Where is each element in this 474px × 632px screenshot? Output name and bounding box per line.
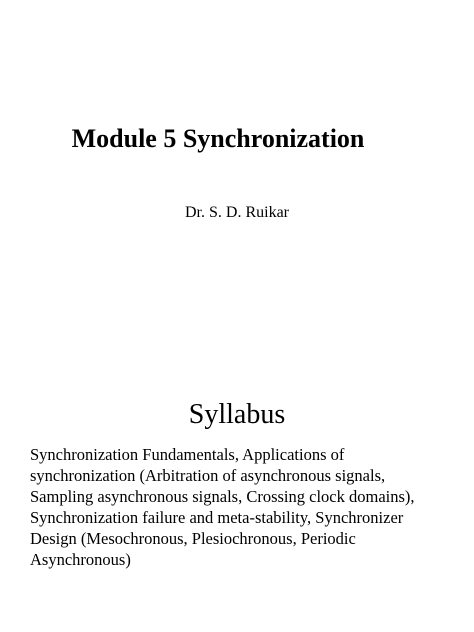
- syllabus-line: Asynchronous): [30, 550, 131, 569]
- syllabus-heading: Syllabus: [188, 399, 286, 430]
- module-title: Module 5 Synchronization: [71, 124, 365, 153]
- syllabus-line: synchronization (Arbitration of asynchronous signals,: [30, 466, 386, 485]
- syllabus-line: Synchronization Fundamentals, Applications of: [30, 445, 345, 464]
- syllabus-body: [30, 444, 470, 570]
- author-name: Dr. S. D. Ruikar: [185, 204, 289, 221]
- syllabus-line: Sampling asynchronous signals, Crossing clock domains),: [30, 487, 415, 506]
- syllabus-line: Synchronization failure and meta-stability, Synchronizer: [30, 508, 404, 527]
- syllabus-slide: [0, 316, 474, 632]
- syllabus-line: Design (Mesochronous, Plesiochronous, Periodic: [30, 529, 356, 548]
